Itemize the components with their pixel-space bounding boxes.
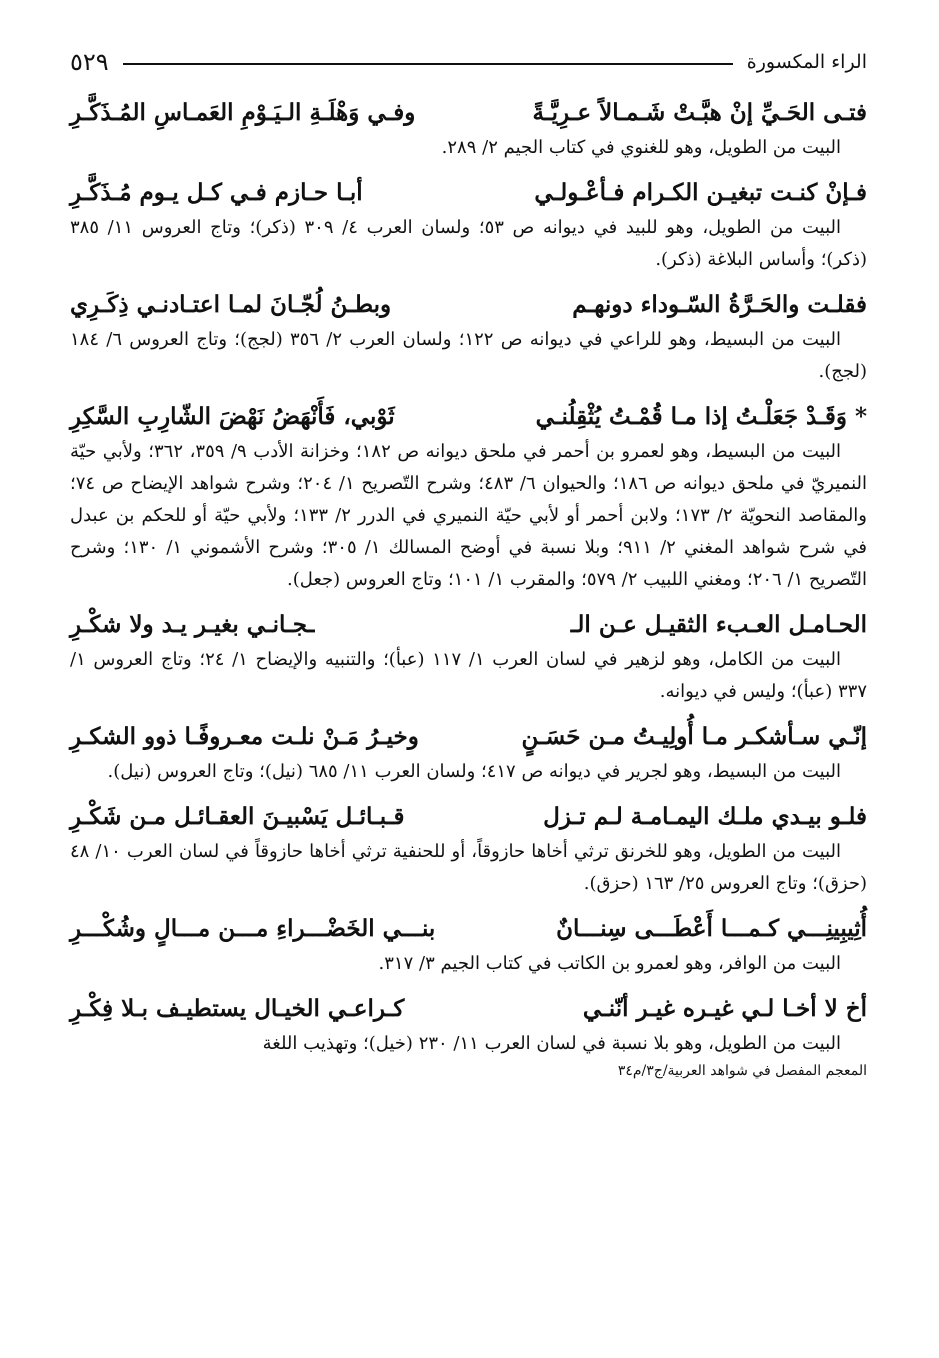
entry-3 (70, 288, 867, 388)
verse-line (70, 400, 867, 434)
verse-note: البيت من الطويل، وهو بلا نسبة في لسان العرب ١١/ ٢٣٠ (خيل)؛ وتهذيب اللغة (262, 1033, 841, 1054)
verse-line (70, 96, 867, 130)
entry-4 (70, 400, 867, 596)
second-hemistich: وبطـنُ لُجّـانَ لمـا اعتـادنـي ذِكَـرِي (70, 291, 392, 318)
verse-line (70, 720, 867, 754)
second-hemistich: قـبـائـل يَسْبيـنَ العقـائـل مـن شَكْـرِ (70, 803, 405, 830)
printer-signature: المعجم المفصل في شواهد العربية/ج٣/م٣٤ (617, 1063, 867, 1079)
running-title: الراء المكسورة (746, 51, 867, 73)
verse-note: البيت من البسيط، وهو لعمرو بن أحمر في ملحق ديوانه ص ١٨٢؛ وخزانة الأدب ٩/ ٣٥٩، ٣٦٢؛ ولأبي حيّة النميريّ في ملحق ديوانه ص ١٨٦؛ والحيوان ٦/ ٤٨٣؛ وشرح التّصريح ١/ ٢٠٤؛ وشرح شواهد الإيضاح ص ٧٤؛ والمقاصد النحويّة ٢/ ١٧٣؛ ولابن أحمر أو لأبي حيّة النميري في الدرر ٢/ ١٣٣؛ ولأبي حيّة أو للحكم بن عبدل في شرح شواهد المغني ٢/ ٩١١؛ وبلا نسبة في أوضح المسالك ١/ ٣٠٥؛ وشرح الأشموني ١/ ١٣٠؛ وشرح التّصريح ١/ ٢٠٦؛ ومغني اللبيب ٢/ ٥٧٩؛ والمقرب ١/ ١٠١؛ وتاج العروس (جعل). (70, 441, 867, 590)
first-hemistich: فـإنْ كنـت تبغيـن الكـرام فـأعْـولـي (534, 179, 867, 206)
entry-8 (70, 912, 867, 980)
entry-9 (70, 992, 867, 1060)
second-hemistich: كـراعـي الخيـال يستطيـف بـلا فِكْـرِ (70, 995, 405, 1022)
verse-line (70, 176, 867, 210)
verse-note: البيت من البسيط، وهو للراعي في ديوانه ص ١٢٢؛ ولسان العرب ٢/ ٣٥٦ (لجج)؛ وتاج العروس ٦/ ١٨٤ (لجج). (70, 329, 867, 382)
verse-line (70, 288, 867, 322)
entry-6 (70, 720, 867, 788)
first-hemistich: فتـى الحَـيِّ إنْ هبَّـتْ شَـمـالاً عـرِيَّـةً (532, 99, 867, 126)
second-hemistich: ثَوْبي، فَأَنْهَضُ نَهْضَ الشّارِبِ السَّكِرِ (70, 403, 395, 430)
first-hemistich: * وَقَـدْ جَعَلْـتُ إذا مـا قُمْـتُ يُثْقِلُنـي (535, 403, 867, 430)
entry-5 (70, 608, 867, 708)
verse-note: البيت من البسيط، وهو لجرير في ديوانه ص ٤١٧؛ ولسان العرب ١١/ ٦٨٥ (نيل)؛ وتاج العروس (نيل). (107, 761, 841, 782)
second-hemistich: وخيـرُ مَـنْ نلـت معـروفًـا ذوو الشكـرِ (70, 723, 419, 750)
page-number: ٥٢٩ (70, 48, 109, 76)
entry-2 (70, 176, 867, 276)
page-header (70, 40, 867, 84)
entry-1 (70, 96, 867, 164)
first-hemistich: إنّـي سـأشكـر مـا أُولِيـتُ مـن حَسَـنٍ (521, 723, 867, 750)
first-hemistich: فقلـت والحَـرَّةُ السّـوداء دونهـم (572, 291, 867, 318)
entry-7 (70, 800, 867, 900)
first-hemistich: الحـامـل العـبء الثقيـل عـن الـ (570, 611, 867, 638)
first-hemistich: أُثِيبِينِـــي كـمـــا أَعْطَـــى سِنـــانٌ (556, 915, 867, 942)
first-hemistich: فلـو بيـدي ملـك اليمـامـة لـم تـزل (543, 803, 867, 830)
verse-line (70, 608, 867, 642)
verse-line (70, 992, 867, 1026)
verse-note: البيت من الطويل، وهو للخرنق ترثي أخاها حازوقاً، أو للحنفية ترثي أخاها حازوقاً في لسان العرب ١٠/ ٤٨ (حزق)؛ وتاج العروس ٢٥/ ١٦٣ (حزق). (70, 841, 867, 894)
verse-note: البيت من الكامل، وهو لزهير في لسان العرب ١/ ١١٧ (عبأ)؛ والتنبيه والإيضاح ١/ ٢٤؛ وتاج العروس ١/ ٣٣٧ (عبأ)؛ وليس في ديوانه. (70, 649, 867, 702)
second-hemistich: بنـــي الخَضْـــراءِ مـــن مـــالٍ وشُكْـــرِ (70, 915, 436, 942)
second-hemistich: وفـي وَهْلَـةِ الـيَـوْمِ العَمـاسِ المُـذَكَّـرِ (70, 99, 416, 126)
header-rule (123, 63, 733, 65)
verse-note: البيت من الوافر، وهو لعمرو بن الكاتب في كتاب الجيم ٣/ ٣١٧. (378, 953, 841, 974)
second-hemistich: أبـا حـازم فـي كـل يـوم مُـذَكَّـرِ (70, 179, 363, 206)
verse-note: البيت من الطويل، وهو للغنوي في كتاب الجيم ٢/ ٢٨٩. (441, 137, 841, 158)
first-hemistich: أخ لا أخـا لـي غيـره غيـر أنّنـي (582, 995, 867, 1022)
verse-note: البيت من الطويل، وهو للبيد في ديوانه ص ٥٣؛ ولسان العرب ٤/ ٣٠٩ (ذكر)؛ وتاج العروس ١١/ ٣٨٥ (ذكر)؛ وأساس البلاغة (ذكر). (70, 217, 867, 270)
verse-line (70, 912, 867, 946)
second-hemistich: ـجـانـي بغيـر يـد ولا شكْـرِ (70, 611, 315, 638)
book-page (70, 40, 867, 1338)
verse-line (70, 800, 867, 834)
